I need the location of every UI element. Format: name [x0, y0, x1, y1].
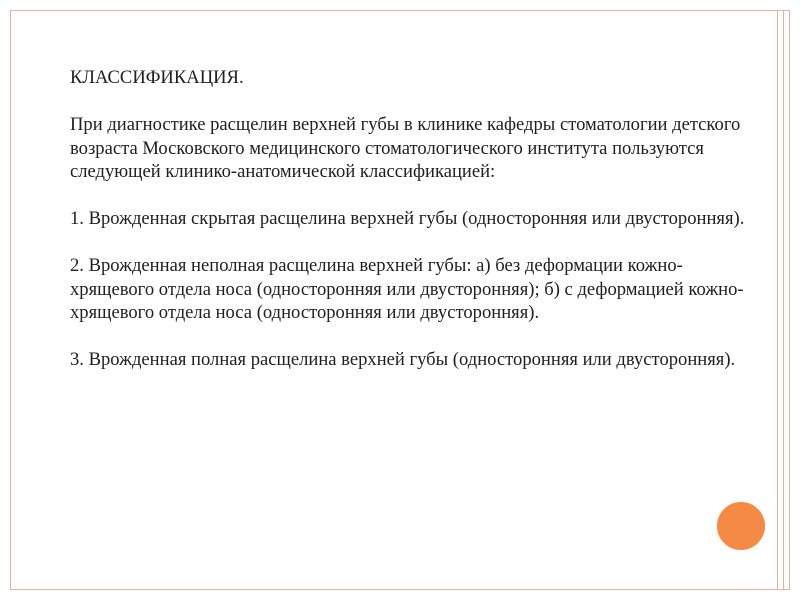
- decorative-vertical-line: [789, 11, 790, 589]
- classification-item-2: 2. Врожденная неполная расщелина верхней губы: а) без деформации кожно-хрящевого отдела носа (односторонняя или двусторонняя); б) с деформацией кожно-хрящевого отдела носа (односторонняя или двусторонняя).: [70, 255, 744, 323]
- slide-heading: КЛАССИФИКАЦИЯ.: [70, 67, 244, 88]
- decorative-vertical-line: [783, 11, 784, 589]
- classification-item-1: 1. Врожденная скрытая расщелина верхней губы (односторонняя или двусторонняя).: [70, 208, 745, 229]
- classification-item-3: 3. Врожденная полная расщелина верхней губы (односторонняя или двусторонняя).: [70, 349, 736, 370]
- slide-content: [70, 66, 750, 372]
- accent-circle: [713, 498, 769, 554]
- decorative-vertical-line: [777, 11, 778, 589]
- intro-paragraph: При диагностике расщелин верхней губы в клинике кафедры стоматологии детского возраста Московского медицинского стоматологического института пользуются следующей клинико-анатомической классификацией:: [70, 114, 741, 182]
